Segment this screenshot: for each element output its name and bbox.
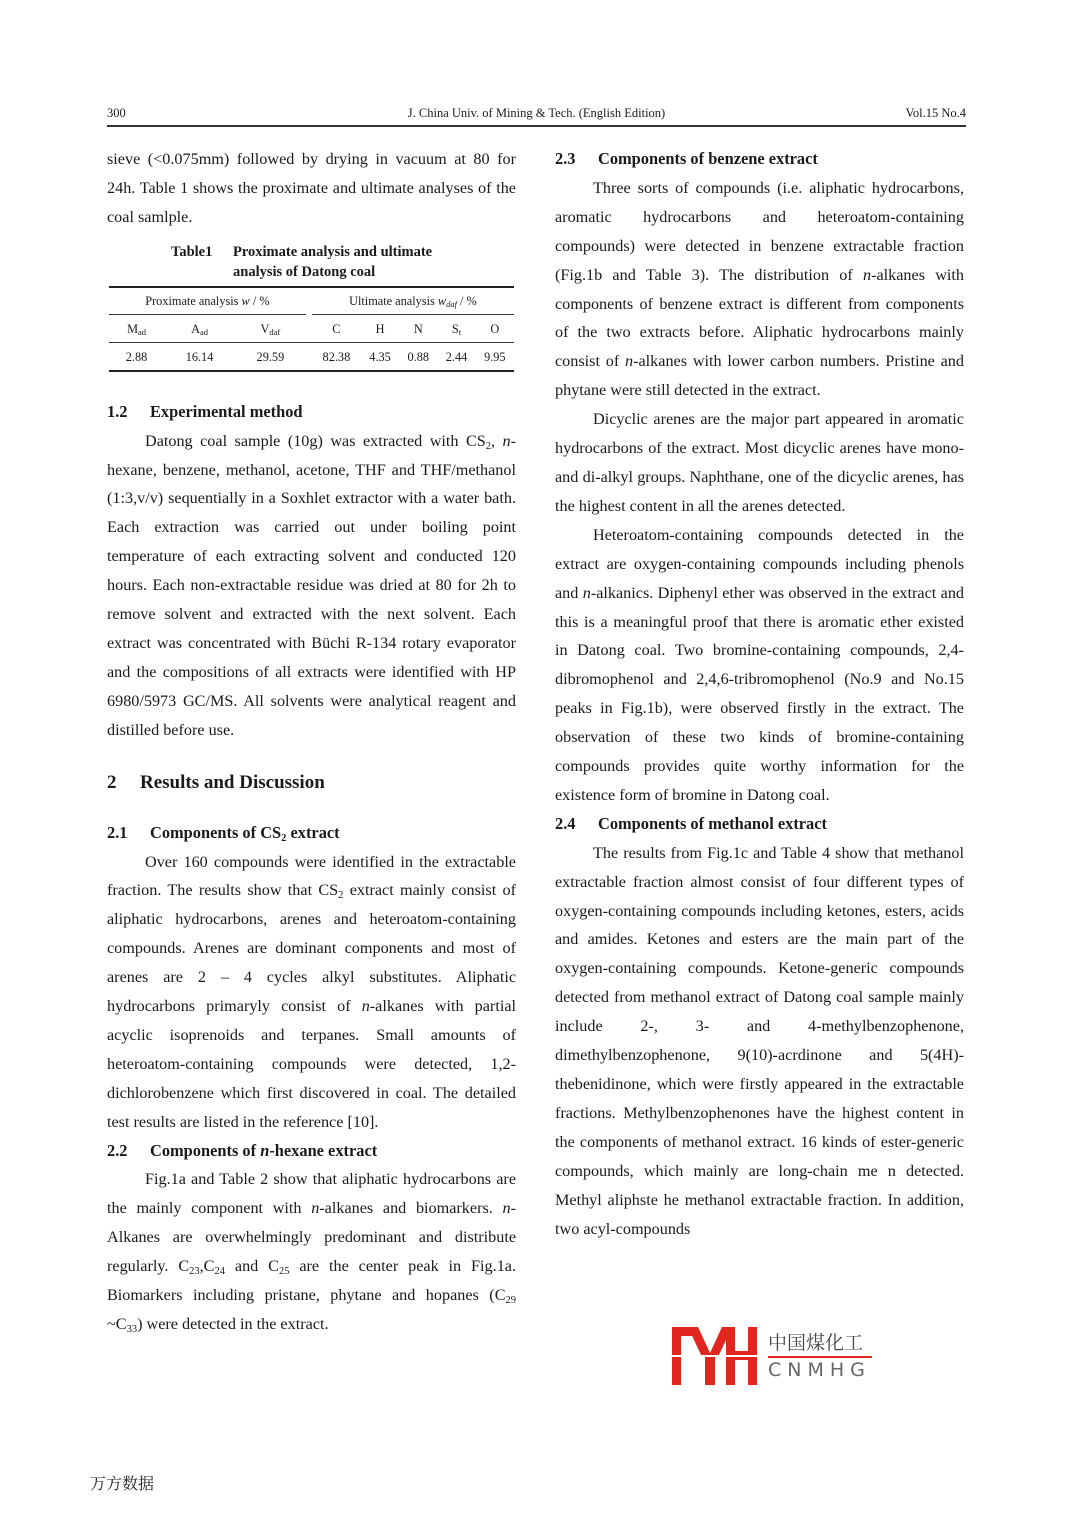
table-row (109, 342, 514, 371)
table1-title-line2: analysis of Datong coal (233, 263, 376, 280)
source-mark: 万方数据 (90, 1474, 155, 1493)
cs2-extract-paragraph: Over 160 compounds were identified in the extractable fraction. The results show that $CS_2$ extract mainly consist of aliphatic hydrocarbons, arenes and heteroatom-containing compounds. Arenes are dominant components and most of arenes are 2 – 4 cycles alkyl substitutes. Aliphatic hydrocarbons primaryly consist of n-alkanes with partial acyclic isoprenoids and terpanes. Small amounts of heteroatom-containing compounds were detected, 1,2-dichlorobenzene which first discovered in coal. The detailed test results are listed in the reference [10]. (107, 852, 517, 1131)
left-column (107, 145, 516, 1339)
table1 (109, 286, 514, 372)
cell: 29.59 (235, 342, 306, 371)
page-number: 300 (107, 106, 126, 120)
col-header: H (361, 314, 399, 342)
group-proximate: Proximate analysis w / % (109, 287, 306, 315)
group-ultimate: Ultimate analysis $w_{daf}$ / % (312, 287, 514, 315)
journal-title: J. China Univ. of Mining & Tech. (English Edition) (407, 106, 666, 120)
section-heading-1-2: 1.2 Experimental method (107, 401, 303, 421)
cell: 0.88 (399, 342, 437, 371)
watermark-rule (768, 1356, 872, 1358)
cell: 82.38 (312, 342, 361, 371)
col-header: O (476, 314, 514, 342)
watermark-chinese-text: 中国煤化工 (768, 1328, 865, 1355)
table1-column-headers (109, 314, 514, 342)
benzene-extract-paragraph-1: Three sorts of compounds (i.e. aliphatic hydrocarbons, aromatic hydrocarbons and heteroatom-containing compounds) were detected in benzene extractable fraction (Fig.1b and Table 3). The distribution of n-alkanes with components of benzene extract is different from components of the two extracts before. Aliphatic hydrocarbons mainly consist of n-alkanes with lower carbon numbers. Pristine and phytane were still detected in the extract. (555, 178, 964, 400)
cell: 16.14 (164, 342, 235, 371)
section-heading-2-4: 2.4 Components of methanol extract (555, 813, 827, 833)
watermark (672, 1327, 872, 1387)
table1-caption (107, 242, 516, 282)
section-heading-2-3: 2.3 Components of benzene extract (555, 149, 818, 168)
header-rule (107, 125, 966, 127)
experimental-method-paragraph: Datong coal sample (10g) was extracted with $CS_2$, n-hexane, benzene, methanol, acetone, THF and THF/methanol (1:3,v/v) sequentially in a Soxhlet extractor with a water bath. Each extraction was carried out under boiling point temperature of each extracting solvent and conducted 120 hours. Each non-extractable residue was dried at 80 for 2h to remove solvent and extracted with the next solvent. Each extract was concentrated with Büchi R-134 rotary evaporator and the compositions of all extracts were identified with HP 6980/5973 GC/MS. All solvents were analytical reagent and distilled before use. (107, 431, 516, 739)
section-heading-2-1: 2.1 Components of $CS_2$ extract (107, 822, 340, 844)
table1-group-header (109, 287, 514, 315)
col-header: $A_{ad}$ (164, 314, 235, 342)
right-column (555, 145, 964, 1243)
running-header (107, 106, 966, 126)
n-hexane-extract-paragraph: Fig.1a and Table 2 show that aliphatic hydrocarbons are the mainly component with n-alkanes and biomarkers. n-Alkanes are overwhelmingly predominant and distribute regularly. $C_{23},C_{24}$ and $C_{25}$ are the center peak in Fig.1a. Biomarkers including pristane, phytane and hopanes ($C_{29}$ $\sim C_{33}$) were detected in the extract. (107, 1170, 517, 1335)
benzene-extract-paragraph-3: Heteroatom-containing compounds detected in the extract are oxygen-containing compounds including phenols and n-alkanics. Diphenyl ether was observed in the extract and this is a meaningful proof that there is aromatic ether existed in Datong coal. Two bromine-containing compounds, 2,4-dibromophenol and 2,4,6-tribromophenol (No.9 and No.15 peaks in Fig.1b), were observed firstly in the extract. The observation of these two kinds of bromine-containing compounds provides quite worthy information for the existence form of bromine in Datong coal. (555, 525, 965, 804)
col-header: $V_{daf}$ (235, 314, 306, 342)
col-header: $M_{ad}$ (109, 314, 164, 342)
cnmhg-logo-icon (672, 1327, 757, 1385)
cell: 9.95 (476, 342, 514, 371)
table1-title-line1: Proximate analysis and ultimate (233, 243, 433, 260)
section-heading-2-2: 2.2 Components of n-hexane extract (107, 1140, 378, 1160)
volume-issue: Vol.15 No.4 (905, 106, 966, 120)
intro-paragraph: sieve (<0.075mm) followed by drying in vacuum at 80 for 24h. Table 1 shows the proximate and ultimate analyses of the coal samlple. (107, 150, 516, 226)
cell: 2.88 (109, 342, 164, 371)
cell: 4.35 (361, 342, 399, 371)
col-header: C (312, 314, 361, 342)
section-heading-2: 2 Results and Discussion (107, 771, 325, 793)
col-header: N (399, 314, 437, 342)
table1-label: Table1 (171, 243, 213, 260)
watermark-english-text: CNMHG (768, 1359, 871, 1381)
cell: 2.44 (437, 342, 475, 371)
methanol-extract-paragraph: The results from Fig.1c and Table 4 show that methanol extractable fraction almost consist of four different types of oxygen-containing compounds including ketones, esters, acids and amides. Ketones and esters are the main part of the oxygen-containing compounds. Ketone-generic compounds detected from methanol extract of Datong coal sample mainly include 2-, 3- and 4-methylbenzophenone, dimethylbenzophenone, 9(10)-acrdinone and 5(4H)-thebenidinone, which were firstly appeared in the extractable fractions. Methylbenzophenones have the highest content in the components of methanol extract. 16 kinds of ester-generic compounds, which mainly are long-chain me n detected. Methyl aliphste he methanol extractable fraction. In addition, two acyl-compounds (555, 843, 964, 1238)
benzene-extract-paragraph-2: Dicyclic arenes are the major part appeared in aromatic hydrocarbons of the extract. Most dicyclic arenes have mono- and di-alkyl groups. Naphthane, one of the dicyclic arenes, has the highest content in all the arenes detected. (555, 410, 964, 515)
col-header: $S_t$ (437, 314, 475, 342)
